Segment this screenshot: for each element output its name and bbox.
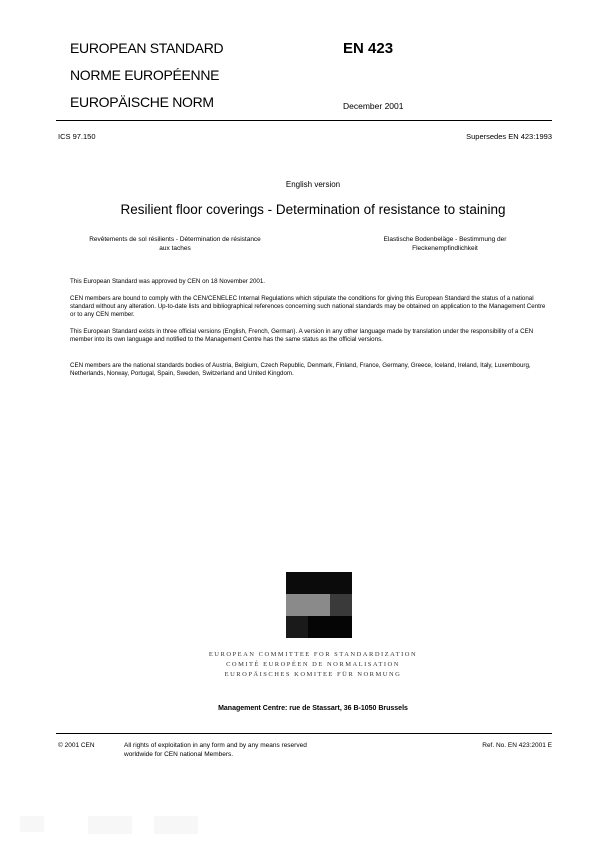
cen-logo	[286, 572, 352, 638]
scan-artifact	[154, 816, 198, 834]
footer-rule	[56, 733, 552, 734]
german-title	[360, 236, 530, 253]
title-de: EUROPÄISCHE NORM	[70, 94, 214, 110]
main-title: Resilient floor coverings - Determination of resistance to staining	[120, 202, 506, 217]
versions-paragraph: This European Standard exists in three official versions (English, French, German). A version in any other language made by translation under the responsibility of a CEN member into its own language and notified to the Management Centre has the same status as the official versions.	[70, 328, 534, 344]
version-label: English version	[285, 180, 341, 189]
members-paragraph: CEN members are the national standards bodies of Austria, Belgium, Czech Republic, Denmark, Finland, France, Germany, Greece, Iceland, Ireland, Italy, Luxembourg, Netherlands, Norway, Portugal, Spain, Sweden, Switzerland and United Kingdom.	[70, 362, 531, 378]
management-centre: Management Centre: rue de Stassart, 36 B-1050 Brussels	[218, 705, 408, 712]
rights-line2: worldwide for CEN national Members.	[124, 750, 234, 758]
title-en: EUROPEAN STANDARD	[70, 40, 224, 56]
supersedes: Supersedes EN 423:1993	[466, 132, 552, 141]
german-title-line1: Elastische Bodenbeläge - Bestimmung der	[383, 236, 507, 243]
regulations-paragraph: CEN members are bound to comply with the CEN/CENELEC Internal Regulations which stipulate the conditions for giving this European Standard the status of a national standard without any alteration. Up-to-date lists and bibliographical references concerning such national standards may be obtained on application to the Management Centre or to any CEN member.	[70, 295, 546, 319]
copyright: © 2001 CEN	[58, 742, 95, 749]
publication-date: December 2001	[343, 101, 404, 111]
committee-fr: COMITÉ EUROPÉEN DE NORMALISATION	[226, 661, 400, 668]
standard-number: EN 423	[343, 40, 394, 57]
scan-artifact	[88, 816, 132, 834]
german-title-line2: Fleckenempfindlichkeit	[412, 244, 478, 252]
committee-names	[163, 650, 463, 680]
french-title-line2: aux taches	[159, 244, 191, 252]
reference-number: Ref. No. EN 423:2001 E	[482, 742, 552, 749]
rights-notice	[124, 742, 307, 759]
header-rule	[56, 120, 552, 121]
ics-code: ICS 97.150	[58, 132, 96, 141]
french-title	[70, 236, 280, 253]
committee-de: EUROPÄISCHES KOMITEE FÜR NORMUNG	[224, 671, 402, 678]
french-title-line1: Revêtements de sol résilients - Détermination de résistance	[89, 236, 261, 243]
title-fr: NORME EUROPÉENNE	[70, 67, 220, 83]
approval-paragraph: This European Standard was approved by CEN on 18 November 2001.	[70, 278, 266, 285]
scan-artifact	[20, 816, 44, 832]
committee-en: EUROPEAN COMMITTEE FOR STANDARDIZATION	[208, 651, 418, 658]
rights-line1: All rights of exploitation in any form and by any means reserved	[124, 742, 307, 749]
